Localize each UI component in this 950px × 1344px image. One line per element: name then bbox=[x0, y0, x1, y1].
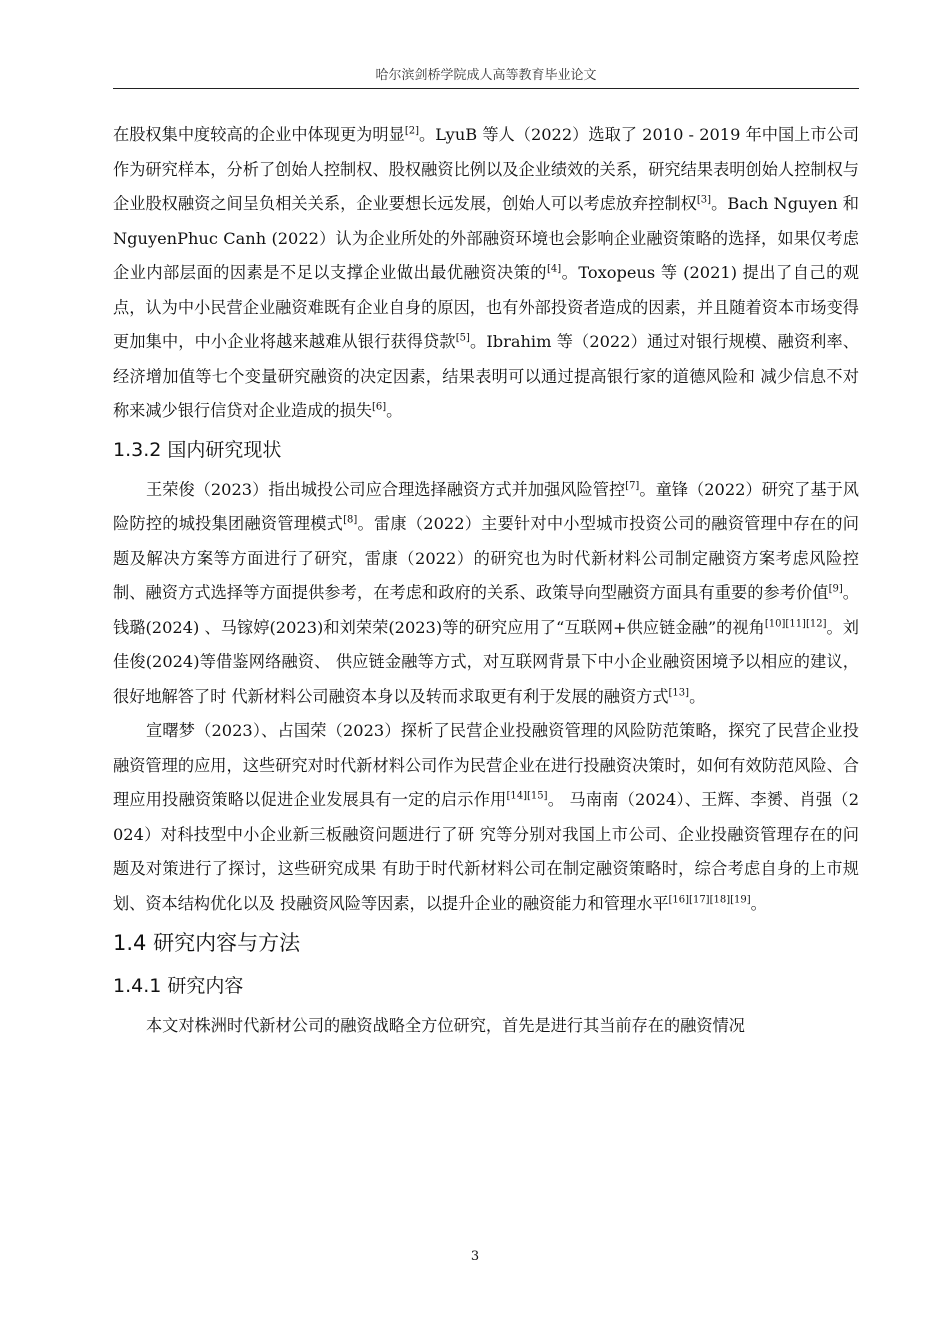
text-run: 。Toxopeus 等 (2021) 提出了自己的观点，认为中小民营企业融资难既有企业自身的原因，也有外部投资者造成的因素，并且随着资本市场变得更加集中，中小企业将越来越难从银行获得贷款 bbox=[113, 263, 859, 351]
citation-ref: [9] bbox=[828, 583, 843, 595]
text-run: 。刘佳俊(2024)等借鉴网络融资、 供应链金融等方式，对互联网背景下中小企业融资困境予以相应的建议，很好地解答了时 代新材料公司融资本身以及转而求取更有利于发展的融资方式 bbox=[113, 617, 859, 706]
text-run: 在股权集中度较高的企业中体现更为明显 bbox=[113, 125, 405, 144]
text-run: 。钱璐(2024) 、马镓婷(2023)和刘荣荣(2023)等的研究应用了“互联网+供应链金融”的视角 bbox=[113, 583, 859, 637]
citation-ref: [3] bbox=[696, 194, 712, 206]
text-run: 。Bach Nguyen 和 NguyenPhuc Canh (2022）认为企业所处的外部融资环境也会影响企业融资策略的选择，如果仅考虑企业内部层面的因素是不足以支撑企业做出最优融资决策的 bbox=[113, 194, 859, 282]
section-heading-1-4: 1.4 研究内容与方法 bbox=[113, 931, 301, 955]
text-run: 。Ibrahim 等（2022）通过对银行规模、融资利率、 经济增加值等七个变量研究融资的决定因素，结果表明可以通过提高银行家的道德风险和 减少信息不对称来减少银行信贷对企业造成的损失 bbox=[113, 332, 859, 420]
text-run: 。 bbox=[750, 893, 767, 913]
header-divider bbox=[113, 88, 859, 89]
citation-ref: [8] bbox=[343, 514, 358, 526]
citation-ref: [2] bbox=[404, 125, 419, 137]
citation-ref: [5] bbox=[455, 332, 470, 344]
text-run: 。雷康（2022）主要针对中小型城市投资公司的融资管理中存在的问题及解决方案等方面进行了研究，雷康（2022）的研究也为时代新材料公司制定融资方案考虑风险控制、融资方式选择等方面提供参考，在考虑和政府的关系、政策导向型融资方面具有重要的参考价值 bbox=[113, 514, 859, 602]
section-heading-1-4-1: 1.4.1 研究内容 bbox=[113, 975, 244, 997]
text-run: 。 bbox=[689, 686, 706, 706]
paragraph-domestic-research-1 bbox=[113, 473, 859, 715]
text-run: 。 马南南（2024）、王辉、李赟、肖强（2024）对科技型中小企业新三板融资问题进行了研 究等分别对我国上市公司、企业投融资管理存在的问题及对策进行了探讨，这些研究成果 有助于时代新材料公司在制定融资策略时，综合考虑自身的上市规划、资本结构优化以及 投融资风险等因素，以提升企业的融资能力和管理水平 bbox=[113, 790, 859, 913]
citation-ref: [14][15] bbox=[506, 790, 548, 802]
paragraph-domestic-research-2 bbox=[113, 714, 859, 921]
page-number: 3 bbox=[470, 1249, 480, 1264]
page-body bbox=[113, 118, 859, 1044]
citation-ref: [16][17][18][19] bbox=[668, 894, 751, 906]
text-run: 。LyuB 等人（2022）选取了 2010 - 2019 年中国上市公司作为研究样本，分析了创始人控制权、股权融资比例以及企业绩效的关系，研究结果表明创始人控制权与企业股权融资之间呈负相关关系，企业要想长远发展，创始人可以考虑放弃控制权 bbox=[113, 125, 860, 213]
paragraph-foreign-research bbox=[113, 118, 859, 429]
citation-ref: [13] bbox=[668, 687, 690, 699]
citation-ref: [4] bbox=[546, 263, 562, 275]
text-run: 王荣俊（2023）指出城投公司应合理选择融资方式并加强风险管控 bbox=[146, 479, 626, 499]
text-run: 本文对株洲时代新材公司的融资战略全方位研究，首先是进行其当前存在的融资情况 bbox=[146, 1016, 745, 1035]
text-run: 宣曙梦（2023）、占国荣（2023）探析了民营企业投融资管理的风险防范策略，探究了民营企业投融资管理的应用，这些研究对时代新材料公司作为民营企业在进行投融资决策时，如何有效防范风险、合理应用投融资策略以促进企业发展具有一定的启示作用 bbox=[113, 721, 859, 809]
page-header: 哈尔滨剑桥学院成人高等教育毕业论文 bbox=[375, 68, 597, 83]
text-run: 。童锋（2022）研究了基于风险防控的城投集团融资管理模式 bbox=[113, 479, 859, 533]
citation-ref: [10][11][12] bbox=[764, 618, 827, 630]
section-heading-1-3-2: 1.3.2 国内研究现状 bbox=[113, 438, 282, 461]
citation-ref: [7] bbox=[625, 480, 640, 492]
paragraph-research-content bbox=[113, 1009, 859, 1044]
text-run: 。 bbox=[386, 401, 403, 420]
citation-ref: [6] bbox=[372, 401, 387, 413]
